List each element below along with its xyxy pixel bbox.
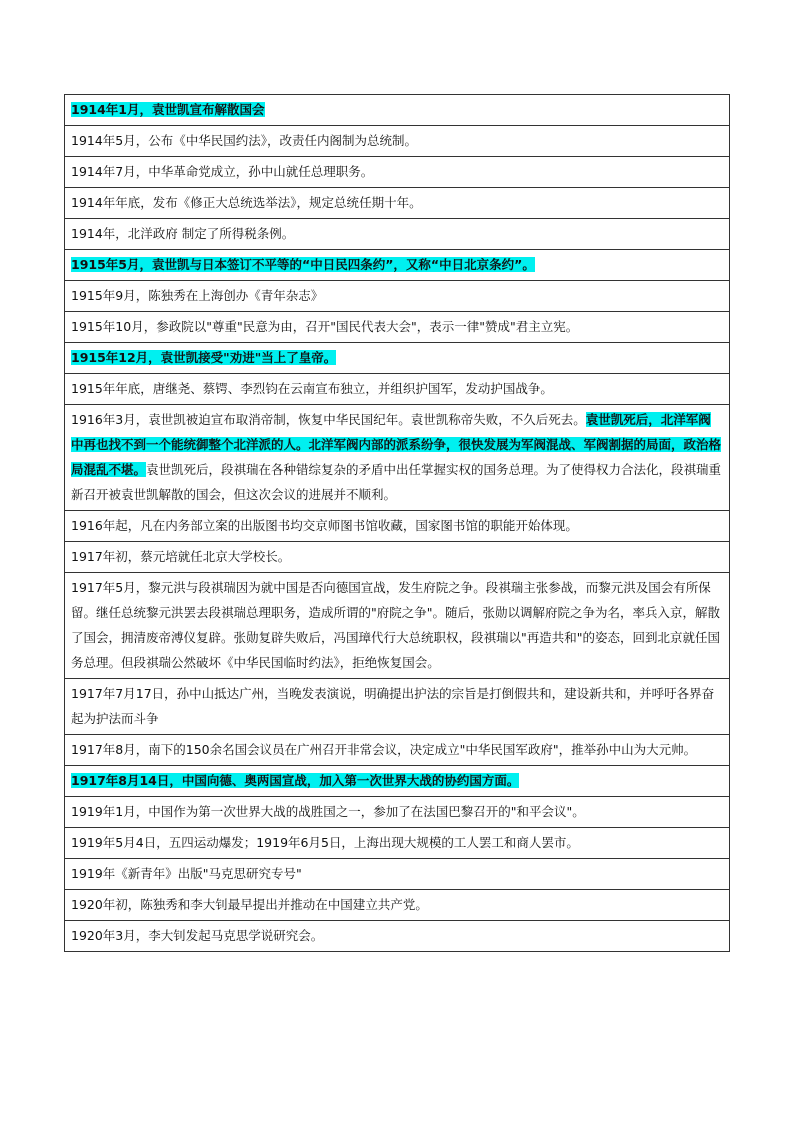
table-row [65,219,730,250]
timeline-body [65,95,730,952]
highlighted-text: 1915年12月，袁世凯接受"劝进"当上了皇帝。 [71,350,337,365]
table-row [65,797,730,828]
table-cell [65,735,730,766]
cell-text: 1914年7月，中华革命党成立，孙中山就任总理职务。 [71,164,374,179]
table-row [65,542,730,573]
table-row [65,157,730,188]
cell-text: 1915年10月，参政院以"尊重"民意为由，召开"国民代表大会"，表示一律"赞成"君主立宪。 [71,319,579,334]
table-cell [65,126,730,157]
table-cell [65,573,730,679]
table-cell [65,542,730,573]
table-cell [65,157,730,188]
table-row [65,312,730,343]
highlighted-text: 1915年5月，袁世凯与日本签订不平等的“中日民四条约”，又称“中日北京条约”。 [71,257,535,272]
cell-text: 1917年8月，南下的150余名国会议员在广州召开非常会议，决定成立"中华民国军政府"，推举孙中山为大元帅。 [71,742,697,757]
table-cell [65,188,730,219]
table-row [65,250,730,281]
table-cell [65,95,730,126]
table-cell [65,343,730,374]
table-row [65,921,730,952]
cell-text: 1920年3月，李大钊发起马克思学说研究会。 [71,928,324,943]
table-cell [65,828,730,859]
document-page [64,94,730,952]
table-row [65,188,730,219]
cell-text: 1919年5月4日，五四运动爆发；1919年6月5日，上海出现大规模的工人罢工和商人罢市。 [71,835,579,850]
table-cell [65,511,730,542]
cell-text: 1916年3月，袁世凯被迫宣布取消帝制，恢复中华民国纪年。袁世凯称帝失败，不久后死去。 [71,412,586,427]
cell-text: 袁世凯死后，段祺瑞在各种错综复杂的矛盾中出任掌握实权的国务总理。为了使得权力合法化，段祺瑞重新召开被袁世凯解散的国会，但这次会议的进展并不顺利。 [71,462,722,502]
table-cell [65,890,730,921]
table-row [65,405,730,511]
table-row [65,890,730,921]
table-row [65,859,730,890]
table-row [65,735,730,766]
table-cell [65,281,730,312]
cell-text: 1920年初，陈独秀和李大钊最早提出并推动在中国建立共产党。 [71,897,428,912]
table-row [65,126,730,157]
cell-text: 1917年5月，黎元洪与段祺瑞因为就中国是否向德国宣战，发生府院之争。段祺瑞主张参战，而黎元洪及国会有所保留。继任总统黎元洪罢去段祺瑞总理职务，造成所谓的"府院之争"。随后，张勋以调解府院之争为名，率兵入京，解散了国会，拥清废帝溥仪复辟。张勋复辟失败后，冯国璋代行大总统职权，段祺瑞以"再造共和"的姿态，回到北京就任国务总理。但段祺瑞公然破坏《中华民国临时约法》，拒绝恢复国会。 [71,580,721,670]
highlighted-text: 1914年1月，袁世凯宣布解散国会 [71,102,265,117]
table-cell [65,679,730,735]
cell-text: 1917年初，蔡元培就任北京大学校长。 [71,549,291,564]
table-row [65,573,730,679]
cell-text: 1917年7月17日，孙中山抵达广州，当晚发表演说，明确提出护法的宗旨是打倒假共和，建设新共和，并呼吁各界奋起为护法而斗争 [71,686,715,726]
cell-text: 1916年起，凡在内务部立案的出版图书均交京师图书馆收藏，国家图书馆的职能开始体现。 [71,518,578,533]
table-cell [65,859,730,890]
table-cell [65,405,730,511]
timeline-table [64,94,730,952]
cell-text: 1919年1月，中国作为第一次世界大战的战胜国之一，参加了在法国巴黎召开的"和平会议"。 [71,804,585,819]
cell-text: 1914年，北洋政府 制定了所得税条例。 [71,226,295,241]
cell-text: 1914年年底，发布《修正大总统选举法》，规定总统任期十年。 [71,195,422,210]
highlighted-text: 1917年8月14日，中国向德、奥两国宣战，加入第一次世界大战的协约国方面。 [71,773,520,788]
highlighted-text: 袁世凯死后，北洋军阀中再也找不到一个能统御整个北洋派的人。北洋军阀内部的派系纷争，很快发展为军阀混战、军阀割据的局面，政治格局混乱不堪。 [71,412,722,477]
cell-text: 1914年5月，公布《中华民国约法》，改责任内阁制为总统制。 [71,133,418,148]
table-row [65,511,730,542]
table-cell [65,250,730,281]
table-cell [65,312,730,343]
table-cell [65,374,730,405]
table-row [65,95,730,126]
table-row [65,281,730,312]
table-cell [65,219,730,250]
cell-text: 1915年年底，唐继尧、蔡锷、李烈钧在云南宣布独立，并组织护国军，发动护国战争。 [71,381,553,396]
table-row [65,343,730,374]
table-row [65,679,730,735]
cell-text: 1919年《新青年》出版"马克思研究专号" [71,866,302,881]
table-row [65,766,730,797]
table-cell [65,766,730,797]
table-cell [65,797,730,828]
cell-text: 1915年9月，陈独秀在上海创办《青年杂志》 [71,288,324,303]
table-cell [65,921,730,952]
table-row [65,828,730,859]
table-row [65,374,730,405]
